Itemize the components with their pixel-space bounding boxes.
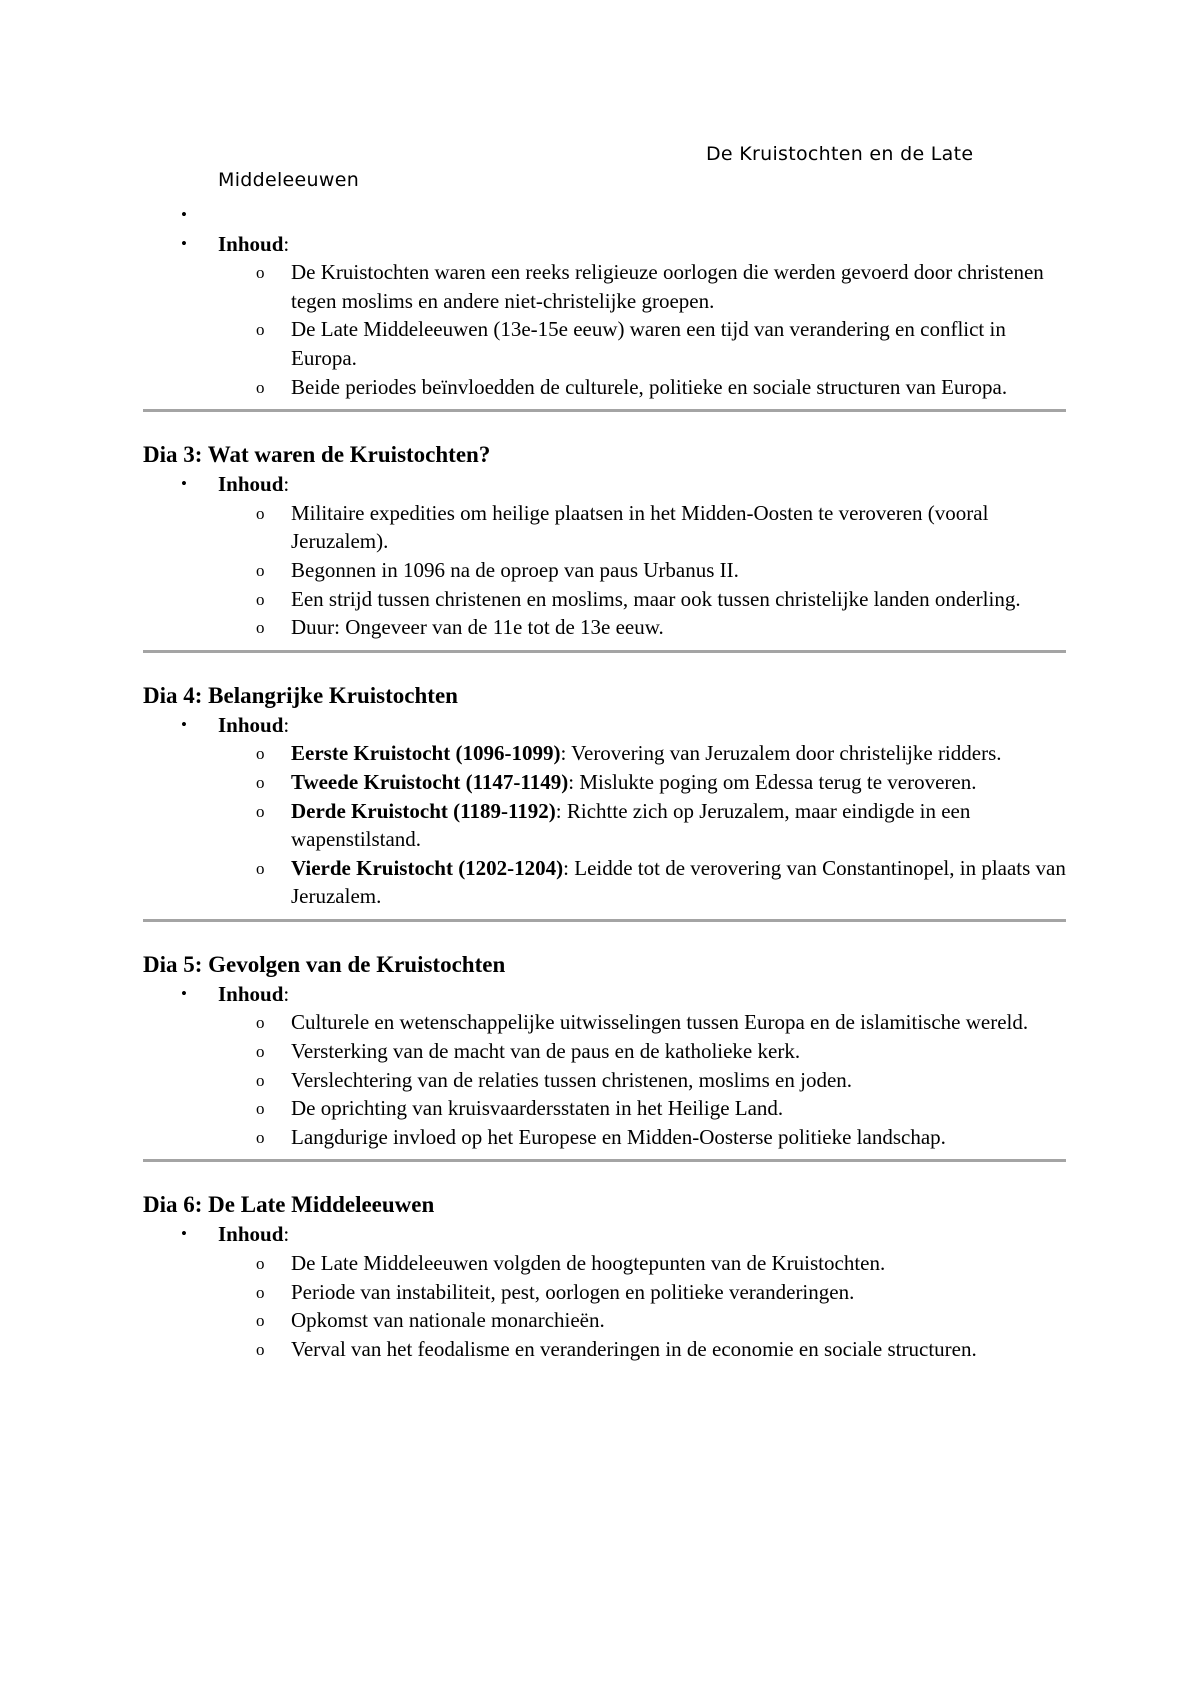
circle-bullet-icon: o xyxy=(256,772,265,792)
document-body xyxy=(143,201,1066,1363)
circle-bullet-icon: o xyxy=(256,858,265,878)
circle-bullet-icon: o xyxy=(256,320,265,340)
list-item-text: : Verovering van Jeruzalem door christelijke ridders. xyxy=(560,741,1002,766)
circle-bullet-icon: o xyxy=(256,1311,265,1331)
section-bullet xyxy=(143,711,1066,740)
list-item xyxy=(143,1037,1066,1066)
list-item-text: : Leidde tot de verovering van Constantinopel, in plaats van Jeruzalem. xyxy=(291,855,1066,909)
section-sub-list xyxy=(143,1008,1066,1151)
circle-bullet-icon: o xyxy=(256,560,265,580)
bullet-colon: : xyxy=(283,472,290,497)
circle-bullet-icon: o xyxy=(256,1013,265,1033)
list-item-strong: Vierde Kruistocht (1202-1204) xyxy=(291,855,564,880)
bullet-label: Inhoud xyxy=(218,981,284,1006)
list-item-text: De oprichting van kruisvaardersstaten in het Heilige Land. xyxy=(291,1096,784,1121)
circle-bullet-icon: o xyxy=(256,589,265,609)
list-item-text: Langdurige invloed op het Europese en Midden-Oosterse politieke landschap. xyxy=(291,1124,946,1149)
section-title: Dia 3: Wat waren de Kruistochten? xyxy=(143,442,491,468)
bullet-dot-icon: • xyxy=(181,205,187,224)
circle-bullet-icon: o xyxy=(256,263,265,283)
list-item xyxy=(143,556,1066,585)
intro-section xyxy=(143,201,1066,412)
bullet-colon: : xyxy=(283,231,290,256)
list-item-text: Begonnen in 1096 na de oproep van paus Urbanus II. xyxy=(291,557,739,582)
list-item xyxy=(143,854,1066,911)
list-item-strong: Eerste Kruistocht (1096-1099) xyxy=(291,741,561,766)
section-dia-3 xyxy=(143,440,1066,653)
section-dia-4 xyxy=(143,681,1066,922)
list-item-text: Verval van het feodalisme en veranderingen in de economie en sociale structuren. xyxy=(291,1336,977,1361)
bullet-dot-icon: • xyxy=(181,983,187,1003)
bullet-label: Inhoud xyxy=(218,712,284,737)
list-item-text: Beide periodes beïnvloedden de culturele, politieke en sociale structuren van Europa. xyxy=(291,374,1008,399)
list-item-text: Culturele en wetenschappelijke uitwisselingen tussen Europa en de islamitische wereld. xyxy=(291,1010,1029,1035)
section-title: Dia 5: Gevolgen van de Kruistochten xyxy=(143,951,506,977)
section-divider xyxy=(143,650,1066,653)
bullet-colon: : xyxy=(283,1222,290,1247)
section-divider xyxy=(143,1159,1066,1162)
intro-sub-list xyxy=(143,258,1066,401)
list-item-text: Militaire expedities om heilige plaatsen in het Midden-Oosten te veroveren (vooral Jeruzalem). xyxy=(291,500,989,554)
circle-bullet-icon: o xyxy=(256,1254,265,1274)
list-item-text: Periode van instabiliteit, pest, oorlogen en politieke veranderingen. xyxy=(291,1279,855,1304)
section-bullet xyxy=(143,980,1066,1009)
list-item-text: Duur: Ongeveer van de 11e tot de 13e eeuw. xyxy=(291,615,664,640)
list-item xyxy=(143,1249,1066,1278)
list-item xyxy=(143,797,1066,854)
list-item-strong: Tweede Kruistocht (1147-1149) xyxy=(291,769,569,794)
bullet-dot-icon: • xyxy=(181,233,187,253)
list-item xyxy=(143,315,1066,372)
list-item xyxy=(143,1335,1066,1364)
section-divider xyxy=(143,919,1066,922)
list-item xyxy=(143,373,1066,402)
section-dia-5 xyxy=(143,950,1066,1163)
section-title: Dia 4: Belangrijke Kruistochten xyxy=(143,682,458,708)
circle-bullet-icon: o xyxy=(256,1042,265,1062)
list-item-text: De Late Middeleeuwen (13e-15e eeuw) waren een tijd van verandering en conflict in Europa. xyxy=(291,317,1006,370)
bullet-colon: : xyxy=(283,981,290,1006)
section-sub-list xyxy=(143,1249,1066,1363)
list-item-text: De Late Middeleeuwen volgden de hoogtepunten van de Kruistochten. xyxy=(291,1251,886,1276)
bullet-dot-icon: • xyxy=(181,1224,187,1244)
intro-bullet xyxy=(143,230,1066,259)
list-item xyxy=(143,1306,1066,1335)
circle-bullet-icon: o xyxy=(256,1282,265,1302)
list-item xyxy=(143,739,1066,768)
list-item xyxy=(143,1278,1066,1307)
list-item xyxy=(143,1094,1066,1123)
list-item xyxy=(143,613,1066,642)
list-item-text: Versterking van de macht van de paus en de katholieke kerk. xyxy=(291,1039,801,1064)
list-item xyxy=(143,499,1066,556)
list-item xyxy=(143,768,1066,797)
section-sub-list xyxy=(143,499,1066,642)
section-bullet xyxy=(143,470,1066,499)
section-sub-list xyxy=(143,739,1066,911)
circle-bullet-icon: o xyxy=(256,377,265,397)
header-title-right: De Kruistochten en de Late xyxy=(706,143,974,165)
list-item xyxy=(143,1066,1066,1095)
list-item-text: : Mislukte poging om Edessa terug te veroveren. xyxy=(568,769,977,794)
list-item xyxy=(143,258,1066,315)
circle-bullet-icon: o xyxy=(256,503,265,523)
list-item-strong: Derde Kruistocht (1189-1192) xyxy=(291,798,556,823)
list-item xyxy=(143,585,1066,614)
circle-bullet-icon: o xyxy=(256,618,265,638)
section-title: Dia 6: De Late Middeleeuwen xyxy=(143,1192,435,1218)
bullet-label: Inhoud xyxy=(218,231,284,256)
bullet-label: Inhoud xyxy=(218,472,284,497)
bullet-label: Inhoud xyxy=(218,1222,284,1247)
empty-bullet-row xyxy=(143,201,1066,230)
section-bullet xyxy=(143,1220,1066,1249)
bullet-colon: : xyxy=(283,712,290,737)
section-dia-6 xyxy=(143,1190,1066,1363)
section-divider xyxy=(143,409,1066,412)
list-item-text: Verslechtering van de relaties tussen christenen, moslims en joden. xyxy=(291,1067,853,1092)
list-item-text: Een strijd tussen christenen en moslims, maar ook tussen christelijke landen onderling. xyxy=(291,586,1021,611)
header-title-left: Middeleeuwen xyxy=(218,169,360,191)
circle-bullet-icon: o xyxy=(256,1099,265,1119)
list-item-text: De Kruistochten waren een reeks religieuze oorlogen die werden gevoerd door christenen tegen moslims en andere niet-christelijke groepen. xyxy=(291,260,1044,313)
list-item xyxy=(143,1123,1066,1152)
circle-bullet-icon: o xyxy=(256,744,265,764)
circle-bullet-icon: o xyxy=(256,1127,265,1147)
bullet-dot-icon: • xyxy=(181,714,187,734)
list-item-text: : Richtte zich op Jeruzalem, maar eindigde in een wapenstilstand. xyxy=(291,798,971,852)
circle-bullet-icon: o xyxy=(256,1070,265,1090)
list-item-text: Opkomst van nationale monarchieën. xyxy=(291,1308,605,1333)
list-item xyxy=(143,1008,1066,1037)
circle-bullet-icon: o xyxy=(256,801,265,821)
bullet-dot-icon: • xyxy=(181,474,187,494)
circle-bullet-icon: o xyxy=(256,1339,265,1359)
